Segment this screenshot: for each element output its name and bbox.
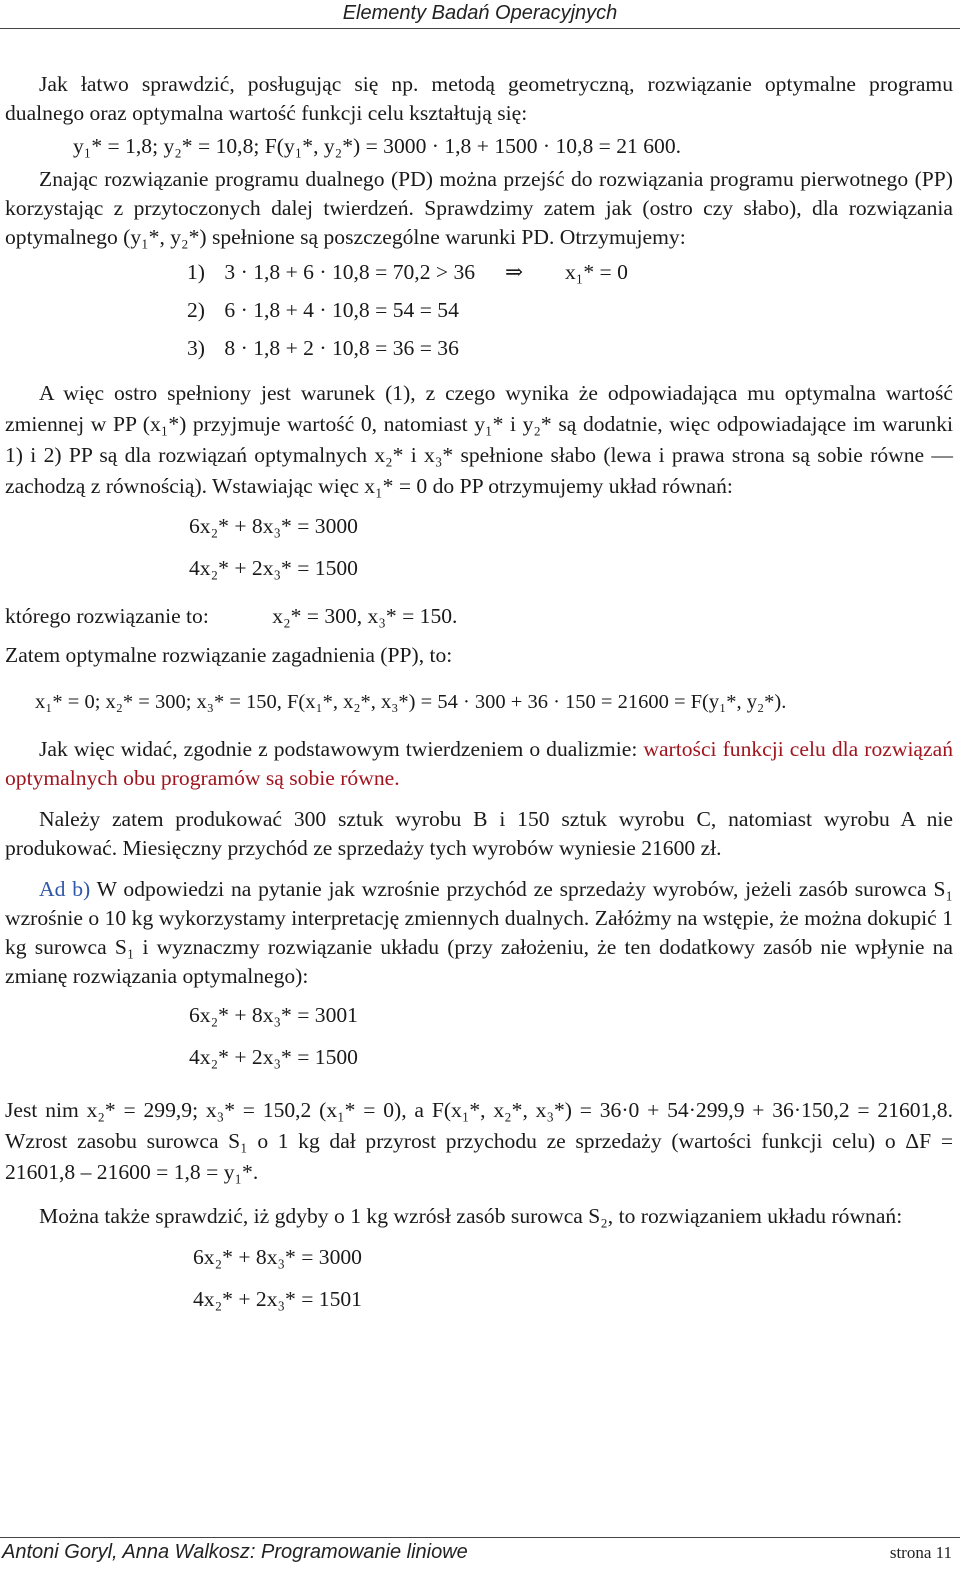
equation-dual-solution: y₁* = 1,8; y₂* = 10,8; F(y₁*, y₂*) = 3000 · 1,8 + 1500 · 10,8 = 21 600.	[73, 134, 682, 158]
paragraph-intro: Jak łatwo sprawdzić, posługując się np. metodą geometryczną, rozwiązanie optymalne programu dualnego oraz optymalna wartość funkcji celu kształtują się:	[5, 72, 953, 125]
condition-result: x₁* = 0	[565, 260, 628, 284]
implication-arrow: ⇒	[505, 260, 524, 284]
condition-expression: 6 · 1,8 + 4 · 10,8 = 54 = 54	[224, 298, 459, 322]
solution-line	[5, 602, 953, 631]
system-equation: 4x₂* + 2x₃* = 1500	[189, 1045, 358, 1069]
system-equation: 6x₂* + 8x₃* = 3000	[193, 1245, 362, 1269]
footer-authors: Antoni Goryl, Anna Walkosz: Programowanie liniowe	[2, 1541, 468, 1563]
condition-label: 3)	[187, 336, 205, 360]
equation-system-1	[5, 512, 953, 596]
conditions-list	[5, 258, 953, 372]
solution-value: x₂* = 300, x₃* = 150.	[272, 604, 458, 628]
solution-label: którego rozwiązanie to:	[5, 604, 209, 628]
paragraph-result-s1: Jest nim x₂* = 299,9; x₃* = 150,2 (x₁* = 0), a F(x₁*, x₂*, x₃*) = 36·0 + 54·299,9 + 36·150,2 = 21601,8. Wzrost zasobu surowca S₁ o 1 kg dał przyrost przychodu ze sprzedaży (wartości funkcji celu) o ΔF = 21601,8 – 21600 = 1,8 = y₁*.	[5, 1098, 953, 1184]
equation-system-2	[5, 1001, 953, 1085]
condition-expression: 8 · 1,8 + 2 · 10,8 = 36 = 36	[224, 336, 459, 360]
condition-label: 2)	[187, 298, 205, 322]
footer-divider	[0, 1537, 960, 1538]
part-b-text: W odpowiedzi na pytanie jak wzrośnie przychód ze sprzedaży wyrobów, jeżeli zasób surowca S₁ wzrośnie o 10 kg wykorzystamy interpretację zmiennych dualnych. Załóżmy na wstępie, że można dokupić 1 kg surowca S₁ i wyznaczmy rozwiązanie układu (przy założeniu, że ten dodatkowy zasób nie wpłynie na zmianę rozwiązania optymalnego):	[5, 877, 953, 988]
condition-3	[187, 334, 953, 372]
system-equation: 4x₂* + 2x₃* = 1501	[193, 1287, 362, 1311]
page-footer	[0, 1541, 960, 1571]
duality-highlight: wartości funkcji celu dla rozwiązań optymalnych obu programów są sobie równe.	[5, 737, 953, 790]
paragraph-production-plan: Należy zatem produkować 300 sztuk wyrobu B i 150 sztuk wyrobu C, natomiast wyrobu A nie produkować. Miesięczny przychód ze sprzedaży tych wyrobów wyniesie 21600 zł.	[5, 807, 953, 860]
page-header: Elementy Badań Operacyjnych	[342, 2, 618, 24]
paragraph-duality-theorem	[5, 735, 953, 793]
condition-2	[187, 296, 953, 334]
equation-optimal-solution: x₁* = 0; x₂* = 300; x₃* = 150, F(x₁*, x₂*, x₃*) = 54 · 300 + 36 · 150 = 21600 = F(y₁*, y₂*).	[35, 691, 787, 713]
paragraph-pd-to-pp: Znając rozwiązanie programu dualnego (PD) można przejść do rozwiązania programu pierwotnego (PP) korzystając z przytoczonych dalej twierdzeń. Sprawdzimy zatem jak (ostro czy słabo), dla rozwiązania optymalnego (y₁*, y₂*) spełnione są poszczególne warunki PD. Otrzymujemy:	[5, 167, 953, 249]
system-equation: 6x₂* + 8x₃* = 3000	[189, 514, 358, 538]
paragraph-analysis: A więc ostro spełniony jest warunek (1), z czego wynika że odpowiadająca mu optymalna wartość zmiennej w PP (x₁*) przyjmuje wartość 0, natomiast y₁* i y₂* są dodatnie, więc odpowiadające im warunki 1) i 2) PP są dla rozwiązań optymalnych x₂* i x₃* spełnione słabo (lewa i prawa strona są sobie równe — zachodzą z równością). Wstawiając więc x₁* = 0 do PP otrzymujemy układ równań:	[5, 381, 953, 498]
paragraph-part-b	[5, 875, 953, 991]
condition-expression: 3 · 1,8 + 6 · 10,8 = 70,2 > 36	[224, 260, 476, 284]
paragraph-optimal-intro: Zatem optymalne rozwiązanie zagadnienia (PP), to:	[5, 643, 453, 667]
paragraph-s2-check: Można także sprawdzić, iż gdyby o 1 kg wzrósł zasób surowca S₂, to rozwiązaniem układu równań:	[39, 1204, 903, 1228]
equation-system-3	[5, 1243, 953, 1327]
condition-label: 1)	[187, 260, 205, 284]
page-number: strona 11	[889, 1543, 952, 1562]
system-equation: 4x₂* + 2x₃* = 1500	[189, 556, 358, 580]
condition-1	[187, 258, 953, 296]
duality-text: Jak więc widać, zgodnie z podstawowym twierdzeniem o dualizmie:	[39, 737, 644, 761]
header-divider	[0, 28, 960, 29]
document-body	[5, 70, 953, 1327]
part-b-label: Ad b)	[39, 877, 91, 901]
system-equation: 6x₂* + 8x₃* = 3001	[189, 1003, 358, 1027]
